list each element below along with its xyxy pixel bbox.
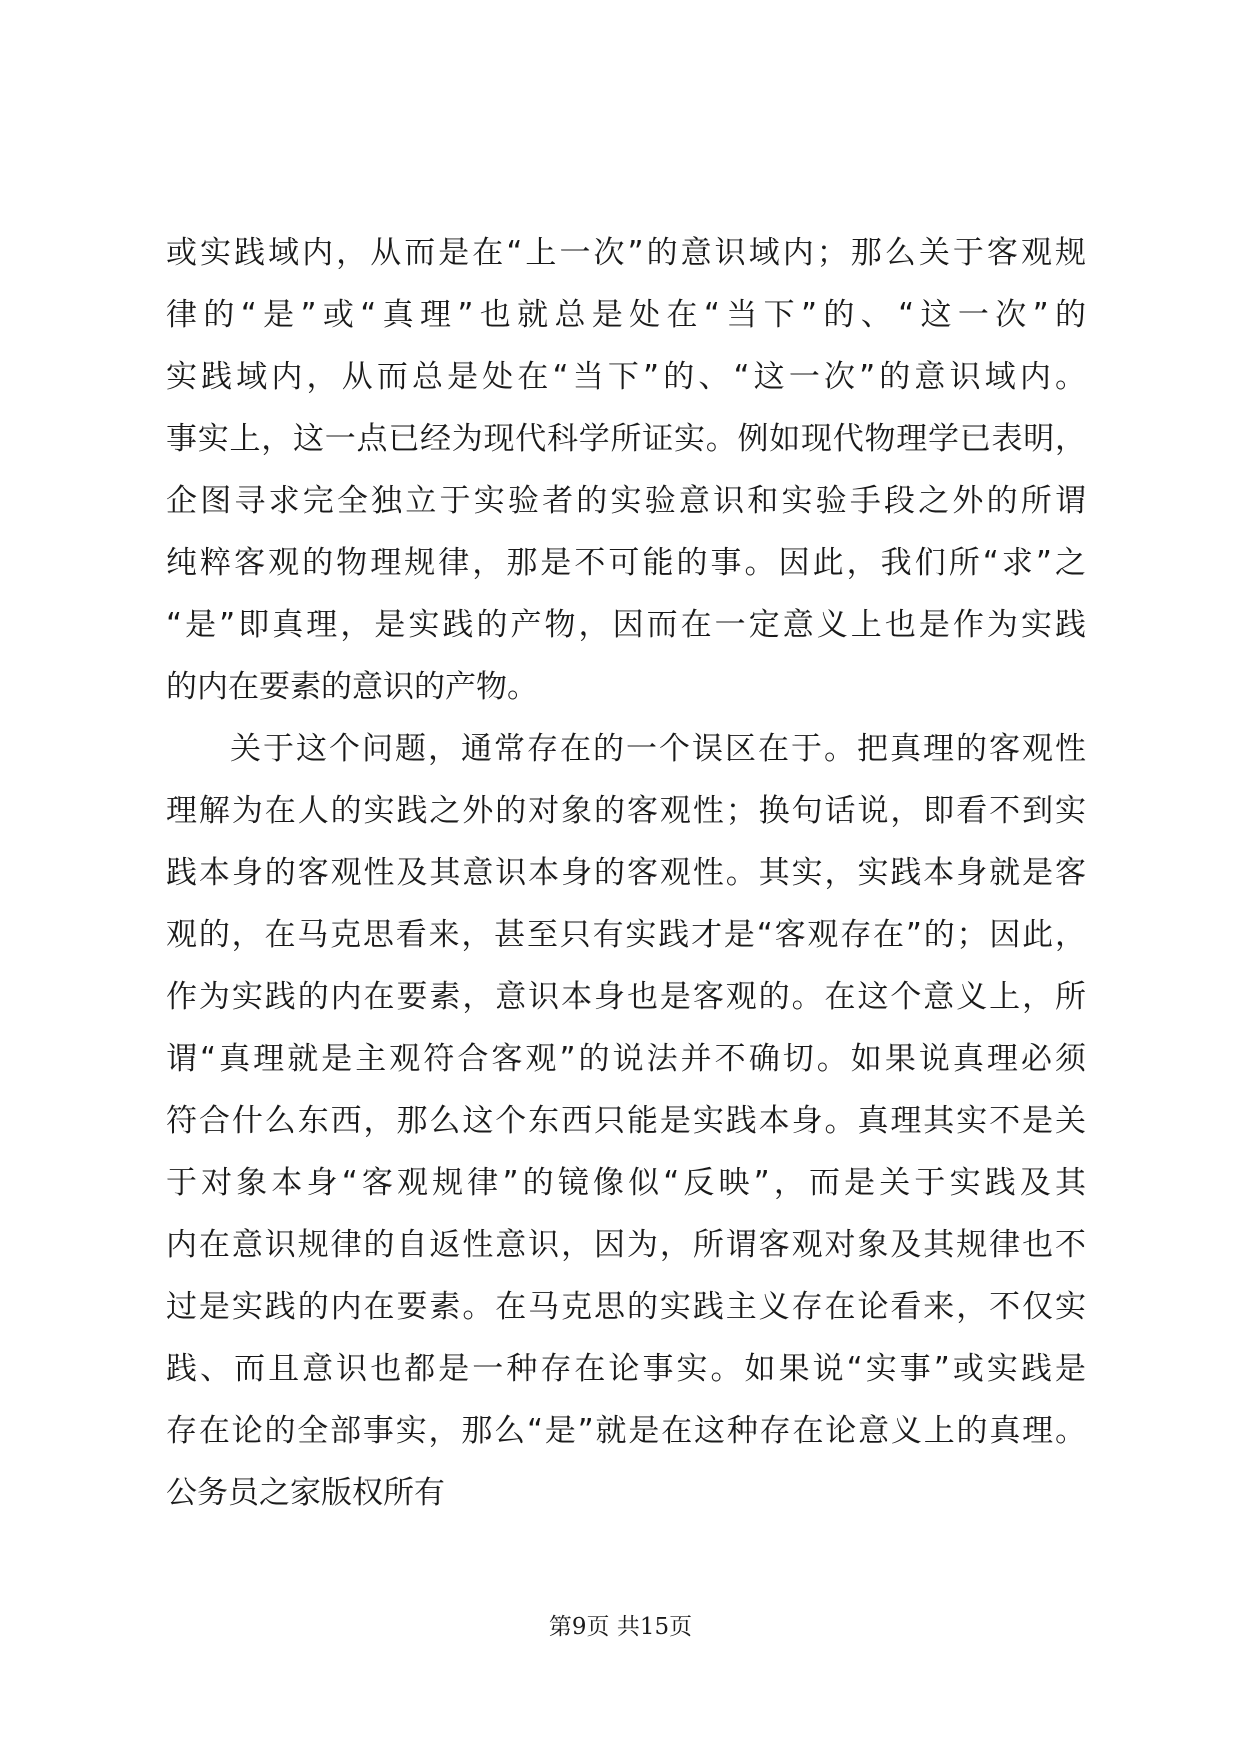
text-line-4: 事实上，这一点已经为现代科学所证实。例如现代物理学已表明，: [166, 421, 1086, 457]
text-line-10: 理解为在人的实践之外的对象的客观性；换句话说，即看不到实: [166, 793, 1086, 829]
text-line-14: 谓“真理就是主观符合客观”的说法并不确切。如果说真理必须: [166, 1041, 1086, 1077]
document-body: [166, 222, 1086, 1524]
text-line-18: 过是实践的内在要素。在马克思的实践主义存在论看来，不仅实: [166, 1289, 1086, 1325]
text-line-5: 企图寻求完全独立于实验者的实验意识和实验手段之外的所谓: [166, 483, 1086, 519]
copyright-line: 公务员之家版权所有: [166, 1475, 445, 1511]
page-number-footer: 第9页 共15页: [548, 1614, 693, 1640]
text-line-6: 纯粹客观的物理规律，那是不可能的事。因此，我们所“求”之: [166, 545, 1086, 581]
text-line-20: 存在论的全部事实，那么“是”就是在这种存在论意义上的真理。: [166, 1413, 1086, 1449]
text-line-3: 实践域内，从而总是处在“当下”的、“这一次”的意识域内。: [166, 359, 1086, 395]
text-line-12: 观的，在马克思看来，甚至只有实践才是“客观存在”的；因此，: [166, 917, 1086, 953]
text-line-17: 内在意识规律的自返性意识，因为，所谓客观对象及其规律也不: [166, 1227, 1086, 1263]
text-line-1: 或实践域内，从而是在“上一次”的意识域内；那么关于客观规: [166, 235, 1086, 271]
text-line-11: 践本身的客观性及其意识本身的客观性。其实，实践本身就是客: [166, 855, 1086, 891]
text-line-9: 关于这个问题，通常存在的一个误区在于。把真理的客观性: [230, 731, 1086, 767]
text-line-13: 作为实践的内在要素，意识本身也是客观的。在这个意义上，所: [166, 979, 1086, 1015]
text-line-15: 符合什么东西，那么这个东西只能是实践本身。真理其实不是关: [166, 1103, 1086, 1139]
text-line-8: 的内在要素的意识的产物。: [166, 669, 538, 705]
text-line-7: “是”即真理，是实践的产物，因而在一定意义上也是作为实践: [166, 607, 1086, 643]
text-line-2: 律的“是”或“真理”也就总是处在“当下”的、“这一次”的: [166, 297, 1086, 333]
text-line-19: 践、而且意识也都是一种存在论事实。如果说“实事”或实践是: [166, 1351, 1086, 1387]
text-line-16: 于对象本身“客观规律”的镜像似“反映”，而是关于实践及其: [166, 1165, 1086, 1201]
